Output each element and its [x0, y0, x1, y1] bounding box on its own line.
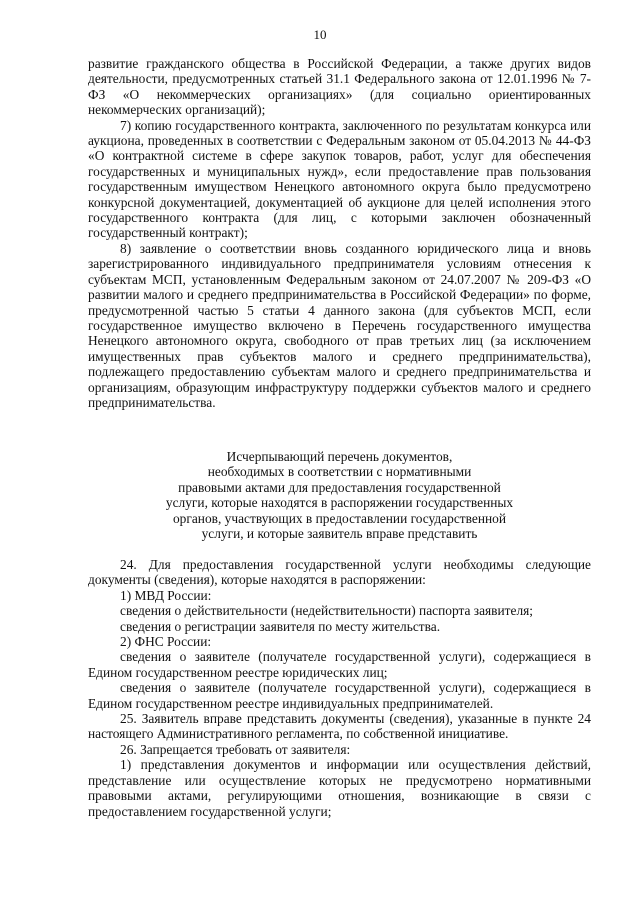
heading-line: Исчерпывающий перечень документов,	[226, 449, 453, 464]
paragraph-registration: сведения о регистрации заявителя по месту жительства.	[120, 618, 441, 634]
paragraph-item-8: 8) заявление о соответствии вновь созданного юридического лица и вновь зарегистрированного индивидуального предпринимателя условиям отнесения к субъектам МСП, установленным Федеральным законом от 24.07.2007 № 209-ФЗ «О развитии малого и среднего предпринимательства в Российской Федерации» по форме, предусмотренной частью 5 статьи 4 данного закона (для субъектов МСП, если государственное имущество включено в Перечень государственного имущества Ненецкого автономного округа, свободного от прав третьих лиц (за исключением имущественных прав субъектов малого и среднего предпринимательства), подлежащего предоставлению субъектам малого и среднего предпринимательства и организациям, образующим инфраструктуру поддержки субъектов малого и среднего предпринимательства.	[88, 240, 591, 410]
heading-line: услуги, которые находятся в распоряжении государственных	[165, 495, 514, 511]
page-number: 10	[313, 27, 327, 42]
paragraph-fns: 2) ФНС России:	[120, 634, 212, 650]
paragraph-item-7: 7) копию государственного контракта, заключенного по результатам конкурса или аукциона, проведенных в соответствии с Федеральным законом от 05.04.2013 № 44-ФЗ «О контрактной системе в сфере закупок товаров, работ, услуг для обеспечения государственных и муниципальных нужд», если предоставление прав пользования государственным имуществом Ненецкого автономного округа было предусмотрено конкурсной документацией, документацией об аукционе для целей исполнения этого государственного контракта (для лиц, с которыми заключен обозначенный государственный контракт);	[88, 117, 591, 241]
paragraph-26-item-1: 1) представления документов и информации или осуществления действий, представление или осуществление которых не предусмотрено нормативными правовыми актами, регулирующими отношения, возникающие в связи с предоставлением государственной услуги;	[88, 757, 591, 819]
paragraph-mvd: 1) МВД России:	[120, 587, 212, 603]
heading-line: услуги, и которые заявитель вправе представить	[201, 526, 478, 542]
heading-line: необходимых в соответствии с нормативными	[207, 464, 472, 480]
top-text-block	[88, 56, 591, 410]
paragraph-egrul: сведения о заявителе (получателе государственной услуги), содержащиеся в Едином государственном реестре юридических лиц;	[88, 649, 591, 680]
paragraph-26: 26. Запрещается требовать от заявителя:	[120, 741, 351, 757]
section-heading	[88, 449, 591, 541]
paragraph-egrip: сведения о заявителе (получателе государственной услуги), содержащиеся в Едином государственном реестре индивидуальных предпринимателей.	[88, 680, 591, 711]
paragraph-25: 25. Заявитель вправе представить документы (сведения), указанные в пункте 24 настоящего Административного регламента, по собственной инициативе.	[88, 711, 591, 742]
paragraph-continuation: развитие гражданского общества в Российской Федерации, а также других видов деятельности, предусмотренных статьей 31.1 Федерального закона от 12.01.1996 № 7-ФЗ «О некоммерческих организациях» (для социально ориентированных некоммерческих организаций);	[88, 56, 591, 118]
paragraph-passport: сведения о действительности (недействительности) паспорта заявителя;	[120, 603, 534, 619]
heading-line: органов, участвующих в предоставлении государственной	[172, 510, 507, 526]
paragraph-24: 24. Для предоставления государственной услуги необходимы следующие документы (сведения), которые находятся в распоряжении:	[88, 557, 591, 588]
heading-line: правовыми актами для предоставления государственной	[178, 479, 501, 495]
bottom-text-block	[88, 557, 591, 819]
